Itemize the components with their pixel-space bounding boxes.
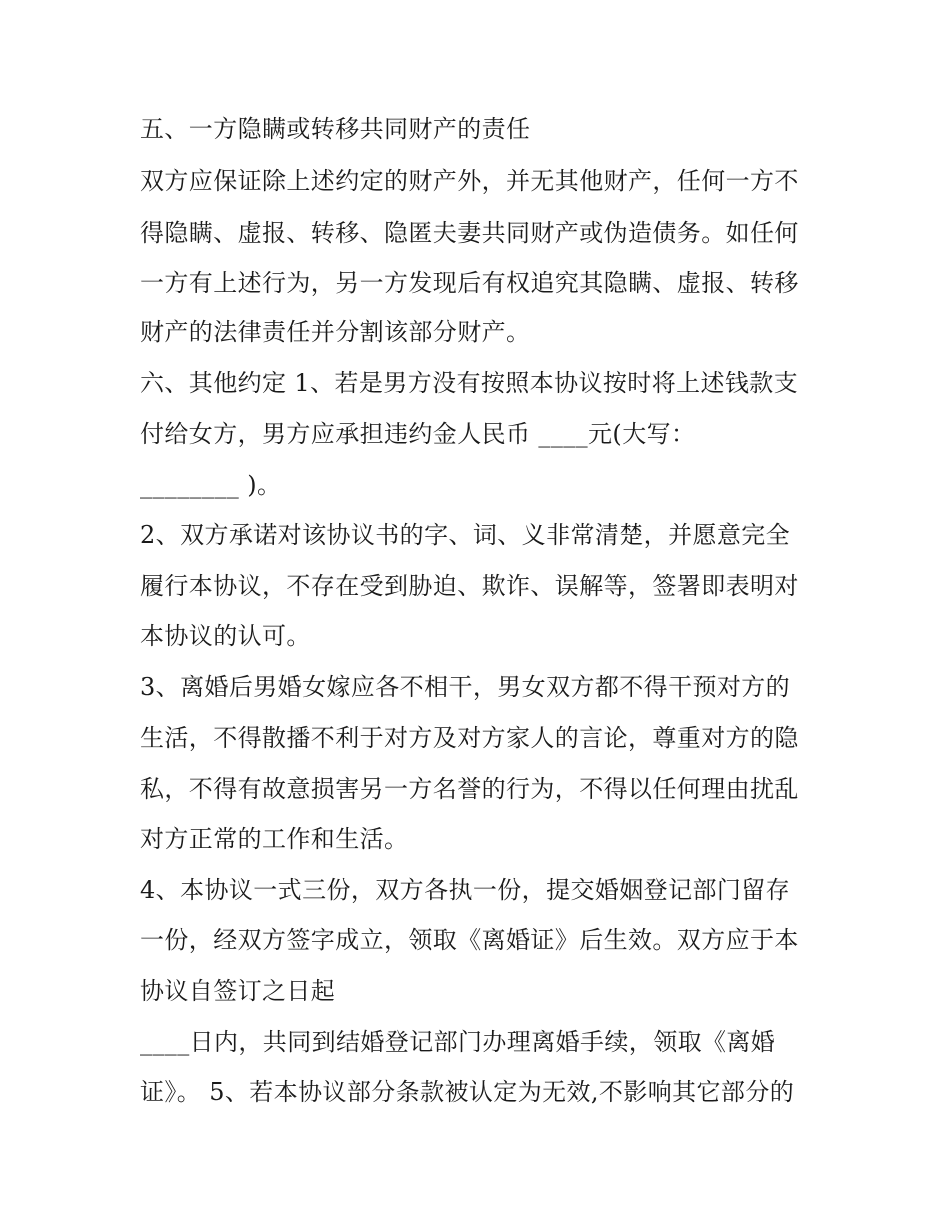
clause-2-line: 2、双方承诺对该协议书的字、词、义非常清楚，并愿意完全	[140, 521, 791, 549]
text-line: 生活，不得散播不利于对方及对方家人的言论，尊重对方的隐	[140, 724, 799, 752]
text-line: 一方有上述行为，另一方发现后有权追究其隐瞒、虚报、转移	[140, 269, 799, 297]
text-line: 双方应保证除上述约定的财产外，并无其他财产，任何一方不	[140, 167, 799, 195]
text-line: 本协议的认可。	[140, 622, 311, 650]
text-line: ____日内，共同到结婚登记部门办理离婚手续，领取《离婚	[140, 1028, 776, 1056]
text-line: 私，不得有故意损害另一方名誉的行为，不得以任何理由扰乱	[140, 775, 799, 803]
text-line: 对方正常的工作和生活。	[140, 825, 409, 853]
text-line: 协议自签订之日起	[140, 977, 336, 1005]
text-line: 付给女方，男方应承担违约金人民币 ____元(大写：	[140, 420, 696, 448]
text-line: ________ )。	[140, 471, 282, 499]
text-line: 一份，经双方签字成立，领取《离婚证》后生效。双方应于本	[140, 926, 799, 954]
text-line: 履行本协议，不存在受到胁迫、欺诈、误解等，签署即表明对	[140, 572, 799, 600]
clause-4-line: 4、本协议一式三份，双方各执一份，提交婚姻登记部门留存	[140, 876, 791, 904]
text-line: 得隐瞒、虚报、转移、隐匿夫妻共同财产或伪造债务。如任何	[140, 219, 799, 247]
section-heading-5: 五、一方隐瞒或转移共同财产的责任	[140, 115, 531, 143]
clause-5-line: 证》。 5、若本协议部分条款被认定为无效,不影响其它部分的	[140, 1078, 795, 1106]
clause-3-line: 3、离婚后男婚女嫁应各不相干，男女双方都不得干预对方的	[140, 673, 791, 701]
section-heading-6: 六、其他约定 1、若是男方没有按照本协议按时将上述钱款支	[140, 369, 799, 397]
text-line: 财产的法律责任并分割该部分财产。	[140, 318, 531, 346]
